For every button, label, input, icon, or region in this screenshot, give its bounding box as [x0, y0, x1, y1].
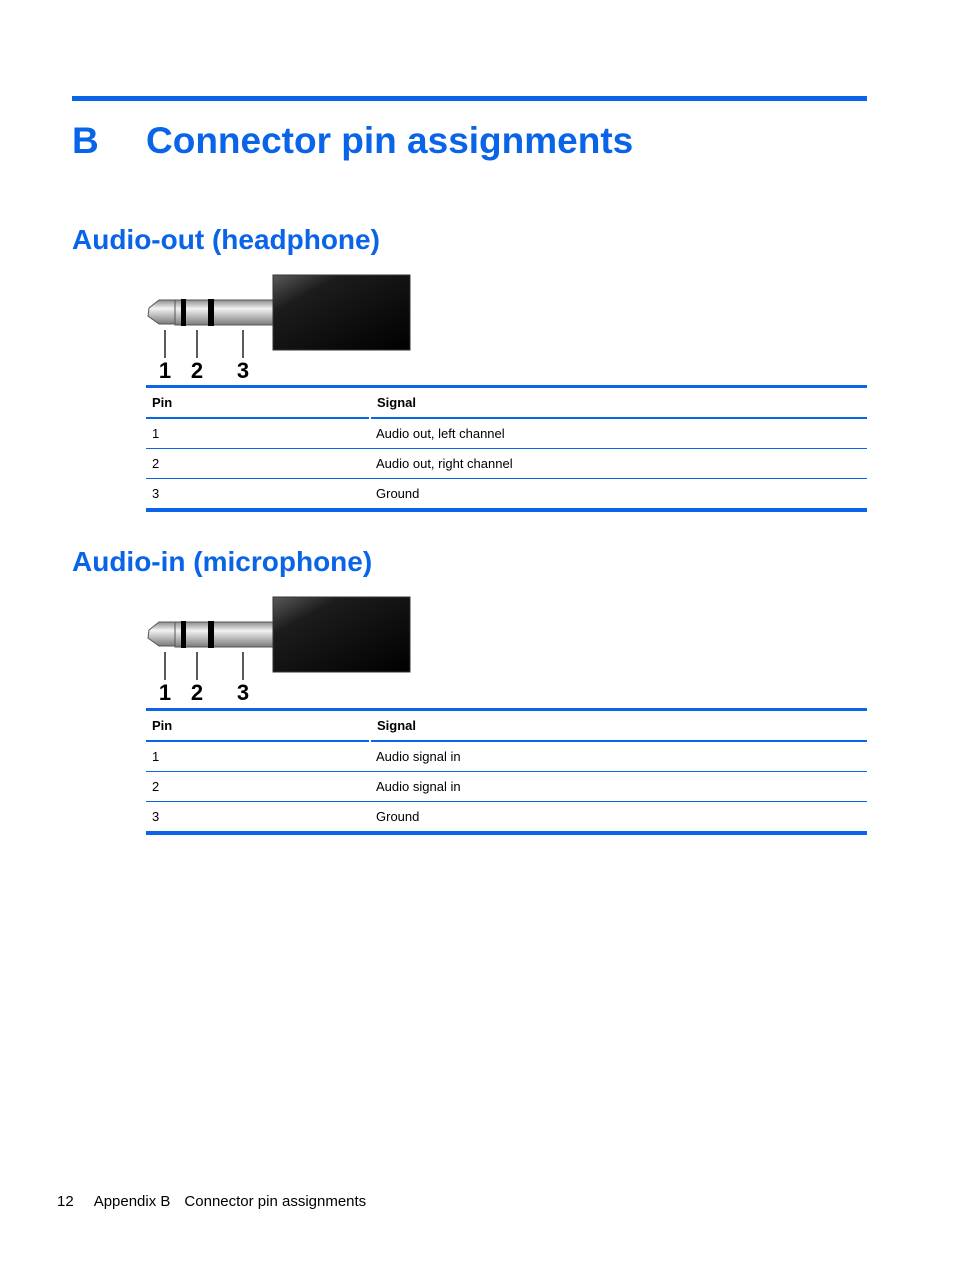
page-footer — [57, 1193, 366, 1210]
footer-appendix: Appendix B — [93, 1193, 171, 1210]
signal-cell: Ground — [376, 486, 420, 501]
signal-cell: Audio out, right channel — [376, 456, 513, 471]
page-number: 12 — [57, 1193, 74, 1210]
chapter-title: Connector pin assignments — [146, 120, 634, 161]
signal-cell: Audio signal in — [376, 779, 461, 794]
table-row — [146, 418, 867, 449]
signal-cell: Audio out, left channel — [376, 426, 505, 441]
table-row — [146, 802, 867, 834]
audio-in-pin-table — [146, 708, 867, 835]
audio-out-pin-table — [146, 385, 867, 512]
pin-cell: 3 — [152, 486, 160, 501]
pin-cell: 3 — [152, 809, 160, 824]
table-row — [146, 449, 867, 479]
section-title-audio-out: Audio-out (headphone) — [72, 224, 380, 255]
column-header-pin: Pin — [146, 710, 370, 742]
pin-cell: 2 — [152, 456, 160, 471]
signal-cell: Audio signal in — [376, 749, 461, 764]
diagram-label-pin-3: 3 — [236, 680, 250, 705]
chapter-top-rule — [72, 96, 867, 101]
table-row — [146, 479, 867, 511]
diagram-label-pin-1: 1 — [158, 680, 172, 705]
audio-in-plug-diagram — [145, 594, 415, 706]
column-header-pin: Pin — [146, 387, 370, 419]
diagram-label-pin-2: 2 — [190, 680, 204, 705]
section-title-audio-in: Audio-in (microphone) — [72, 546, 373, 577]
footer-title: Connector pin assignments — [184, 1193, 367, 1210]
pin-cell: 1 — [152, 749, 160, 764]
audio-out-plug-diagram — [145, 272, 415, 384]
column-header-signal: Signal — [377, 395, 417, 410]
chapter-heading — [72, 120, 633, 162]
column-header-signal: Signal — [377, 718, 417, 733]
diagram-label-pin-2: 2 — [190, 358, 204, 383]
table-row — [146, 772, 867, 802]
pin-cell: 1 — [152, 426, 160, 441]
table-header-row — [146, 387, 867, 419]
table-row — [146, 741, 867, 772]
diagram-label-pin-3: 3 — [236, 358, 250, 383]
pin-cell: 2 — [152, 779, 160, 794]
signal-cell: Ground — [376, 809, 420, 824]
diagram-label-pin-1: 1 — [158, 358, 172, 383]
chapter-letter: B — [72, 120, 99, 161]
table-header-row — [146, 710, 867, 742]
